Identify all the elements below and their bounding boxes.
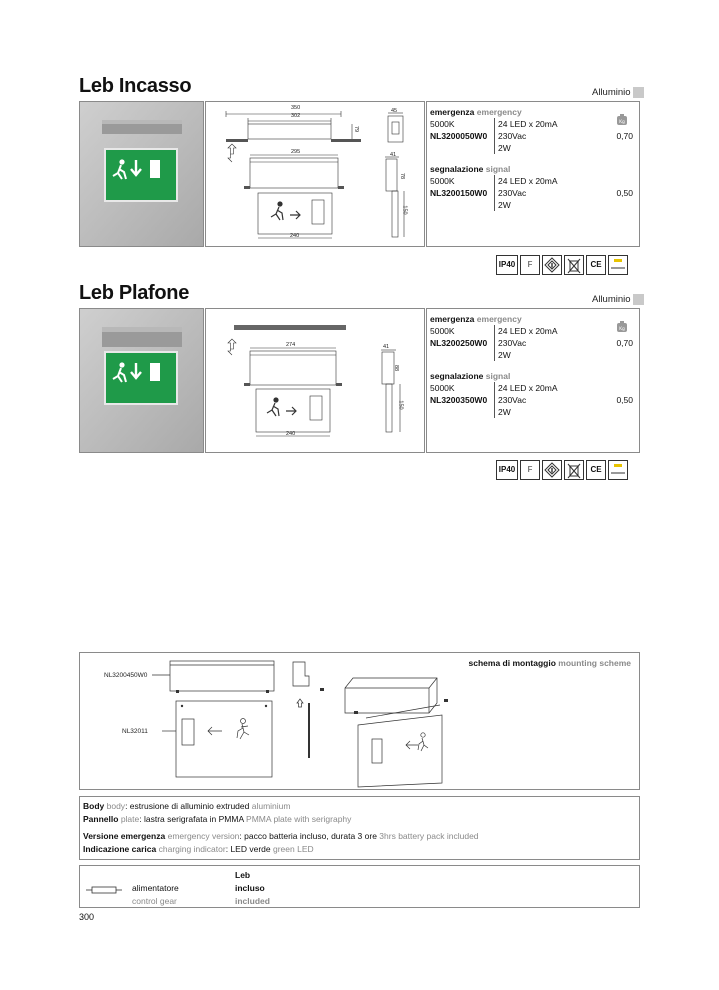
weight-icon	[617, 114, 627, 128]
product-photo-image	[80, 102, 203, 246]
svg-text:I: I	[550, 467, 554, 475]
spec-group-label-en: emergency	[476, 314, 522, 324]
info-value-en: extruded	[216, 801, 250, 811]
dim-label: 150	[401, 205, 408, 215]
dim-label: 45	[391, 108, 398, 114]
spec-code: NL3200050W0	[430, 131, 488, 141]
spec-group-label: emergenza	[430, 107, 475, 117]
info-line: Body body: estrusione di alluminio extruded aluminium	[83, 801, 291, 811]
spec-group-label: segnalazione	[430, 164, 484, 174]
ip40-badge: IP40	[496, 460, 518, 480]
spec-voltage: 230Vac	[494, 337, 526, 349]
product-photo-image	[80, 309, 203, 452]
control-gear-col-title: Leb	[235, 870, 251, 880]
spec-power: 2W	[494, 199, 511, 211]
dim-label: 79	[353, 125, 360, 133]
dim-label: 240	[286, 431, 296, 437]
spec-table	[426, 308, 640, 453]
spec-group-label: segnalazione	[430, 371, 484, 381]
info-value-en: PMMA plate with serigraphy	[246, 814, 352, 824]
spec-led: 24 LED x 20mA	[494, 325, 558, 337]
spec-group-label-en: emergency	[476, 107, 522, 117]
product-title: Leb Plafone	[79, 282, 190, 304]
spec-led: 24 LED x 20mA	[494, 175, 558, 187]
spec-weight: 0,50	[616, 188, 633, 198]
finish-label	[592, 87, 644, 98]
spec-power: 2W	[494, 142, 511, 154]
control-gear-label: alimentatore	[132, 883, 179, 893]
mounting-title-it: schema di montaggio	[468, 658, 556, 668]
info-line: Indicazione carica charging indicator: LED verde green LED	[83, 844, 314, 854]
cert-strip	[494, 255, 628, 275]
code-plate-label: NL32011	[122, 728, 148, 735]
spec-voltage: 230Vac	[494, 130, 526, 142]
spec-code: NL3200250W0	[430, 338, 488, 348]
info-value: estrusione di alluminio	[129, 801, 214, 811]
info-value-en: 3hrs battery pack included	[379, 831, 479, 841]
dim-label: 41	[390, 152, 397, 158]
info-line: Versione emergenza emergency version: pacco batteria incluso, durata 3 ore 3hrs battery pack included	[83, 831, 479, 841]
info-key: Pannello	[83, 814, 119, 824]
f-mark-icon: F	[520, 255, 540, 275]
info-key-en: charging indicator	[158, 844, 226, 854]
spec-voltage: 230Vac	[494, 394, 526, 406]
spec-temp: 5000K	[430, 383, 455, 393]
spec-code: NL3200150W0	[430, 188, 488, 198]
finish-label	[592, 294, 644, 305]
info-value-en-extra: aluminium	[251, 801, 291, 811]
svg-text:I: I	[550, 262, 554, 270]
battery-icon	[608, 460, 628, 480]
dim-label: 240	[290, 233, 300, 239]
product-photo	[79, 308, 204, 453]
dim-label: 78	[399, 172, 406, 180]
info-key-en: emergency version	[167, 831, 240, 841]
spec-weight: 0,70	[616, 131, 633, 141]
info-value: lastra serigrafata in PMMA	[143, 814, 244, 824]
technical-drawing-svg	[206, 309, 424, 452]
finish-swatch	[633, 87, 644, 98]
technical-drawing	[205, 101, 425, 247]
info-key: Indicazione carica	[83, 844, 157, 854]
info-value: pacco batteria incluso, durata 3 ore	[244, 831, 377, 841]
finish-text: Alluminio	[592, 87, 631, 99]
technical-drawing-svg	[206, 102, 424, 246]
dim-label: 350	[291, 105, 301, 111]
battery-icon	[608, 255, 628, 275]
spec-led: 24 LED x 20mA	[494, 382, 558, 394]
dim-label: 274	[286, 342, 296, 348]
info-key: Versione emergenza	[83, 831, 166, 841]
class-ii-icon	[542, 460, 562, 480]
spec-temp: 5000K	[430, 119, 455, 129]
spec-weight: 0,50	[616, 395, 633, 405]
page-number: 300	[79, 912, 95, 922]
mounting-scheme-box	[79, 652, 640, 790]
f-mark-icon: F	[520, 460, 540, 480]
product-title: Leb Incasso	[79, 75, 192, 97]
spec-table	[426, 101, 640, 247]
dim-label: 88	[393, 364, 400, 372]
svg-text:Kg: Kg	[619, 327, 625, 332]
spec-temp: 5000K	[430, 326, 455, 336]
spec-group-label: emergenza	[430, 314, 475, 324]
dim-label: 302	[291, 113, 301, 119]
technical-drawing	[205, 308, 425, 453]
info-key-en: body	[106, 801, 126, 811]
control-gear-value-en: included	[235, 896, 270, 906]
dim-label: 295	[291, 149, 301, 155]
finish-swatch	[633, 294, 644, 305]
spec-group-label-en: signal	[485, 164, 511, 174]
info-key: Body	[83, 801, 105, 811]
info-value-en: green LED	[273, 844, 314, 854]
control-gear-icon	[86, 884, 122, 896]
cert-strip	[494, 460, 628, 480]
svg-text:Kg: Kg	[619, 120, 625, 125]
weight-icon	[617, 321, 627, 335]
code-body-label: NL3200450W0	[104, 672, 148, 679]
spec-group-label-en: signal	[485, 371, 511, 381]
dim-label: 41	[383, 344, 390, 350]
spec-voltage: 230Vac	[494, 187, 526, 199]
info-line: Pannello plate: lastra serigrafata in PMMA PMMA plate with serigraphy	[83, 814, 352, 824]
control-gear-table	[79, 865, 640, 908]
control-gear-label-en: control gear	[132, 896, 177, 906]
product-photo	[79, 101, 204, 247]
control-gear-value: incluso	[235, 883, 265, 893]
finish-text: Alluminio	[592, 294, 631, 306]
spec-temp: 5000K	[430, 176, 455, 186]
ip40-badge: IP40	[496, 255, 518, 275]
spec-power: 2W	[494, 406, 511, 418]
spec-power: 2W	[494, 349, 511, 361]
spec-weight: 0,70	[616, 338, 633, 348]
info-value: LED verde	[230, 844, 271, 854]
dim-label: 150	[397, 400, 404, 410]
weee-bin-icon	[564, 460, 584, 480]
spec-led: 24 LED x 20mA	[494, 118, 558, 130]
ce-mark-icon: CE	[586, 460, 606, 480]
info-key-en: plate	[120, 814, 140, 824]
mounting-scheme-drawing	[80, 653, 639, 789]
materials-info	[79, 796, 640, 860]
weee-bin-icon	[564, 255, 584, 275]
mounting-title-en: mounting scheme	[558, 658, 631, 668]
spec-code: NL3200350W0	[430, 395, 488, 405]
class-ii-icon	[542, 255, 562, 275]
ce-mark-icon: CE	[586, 255, 606, 275]
